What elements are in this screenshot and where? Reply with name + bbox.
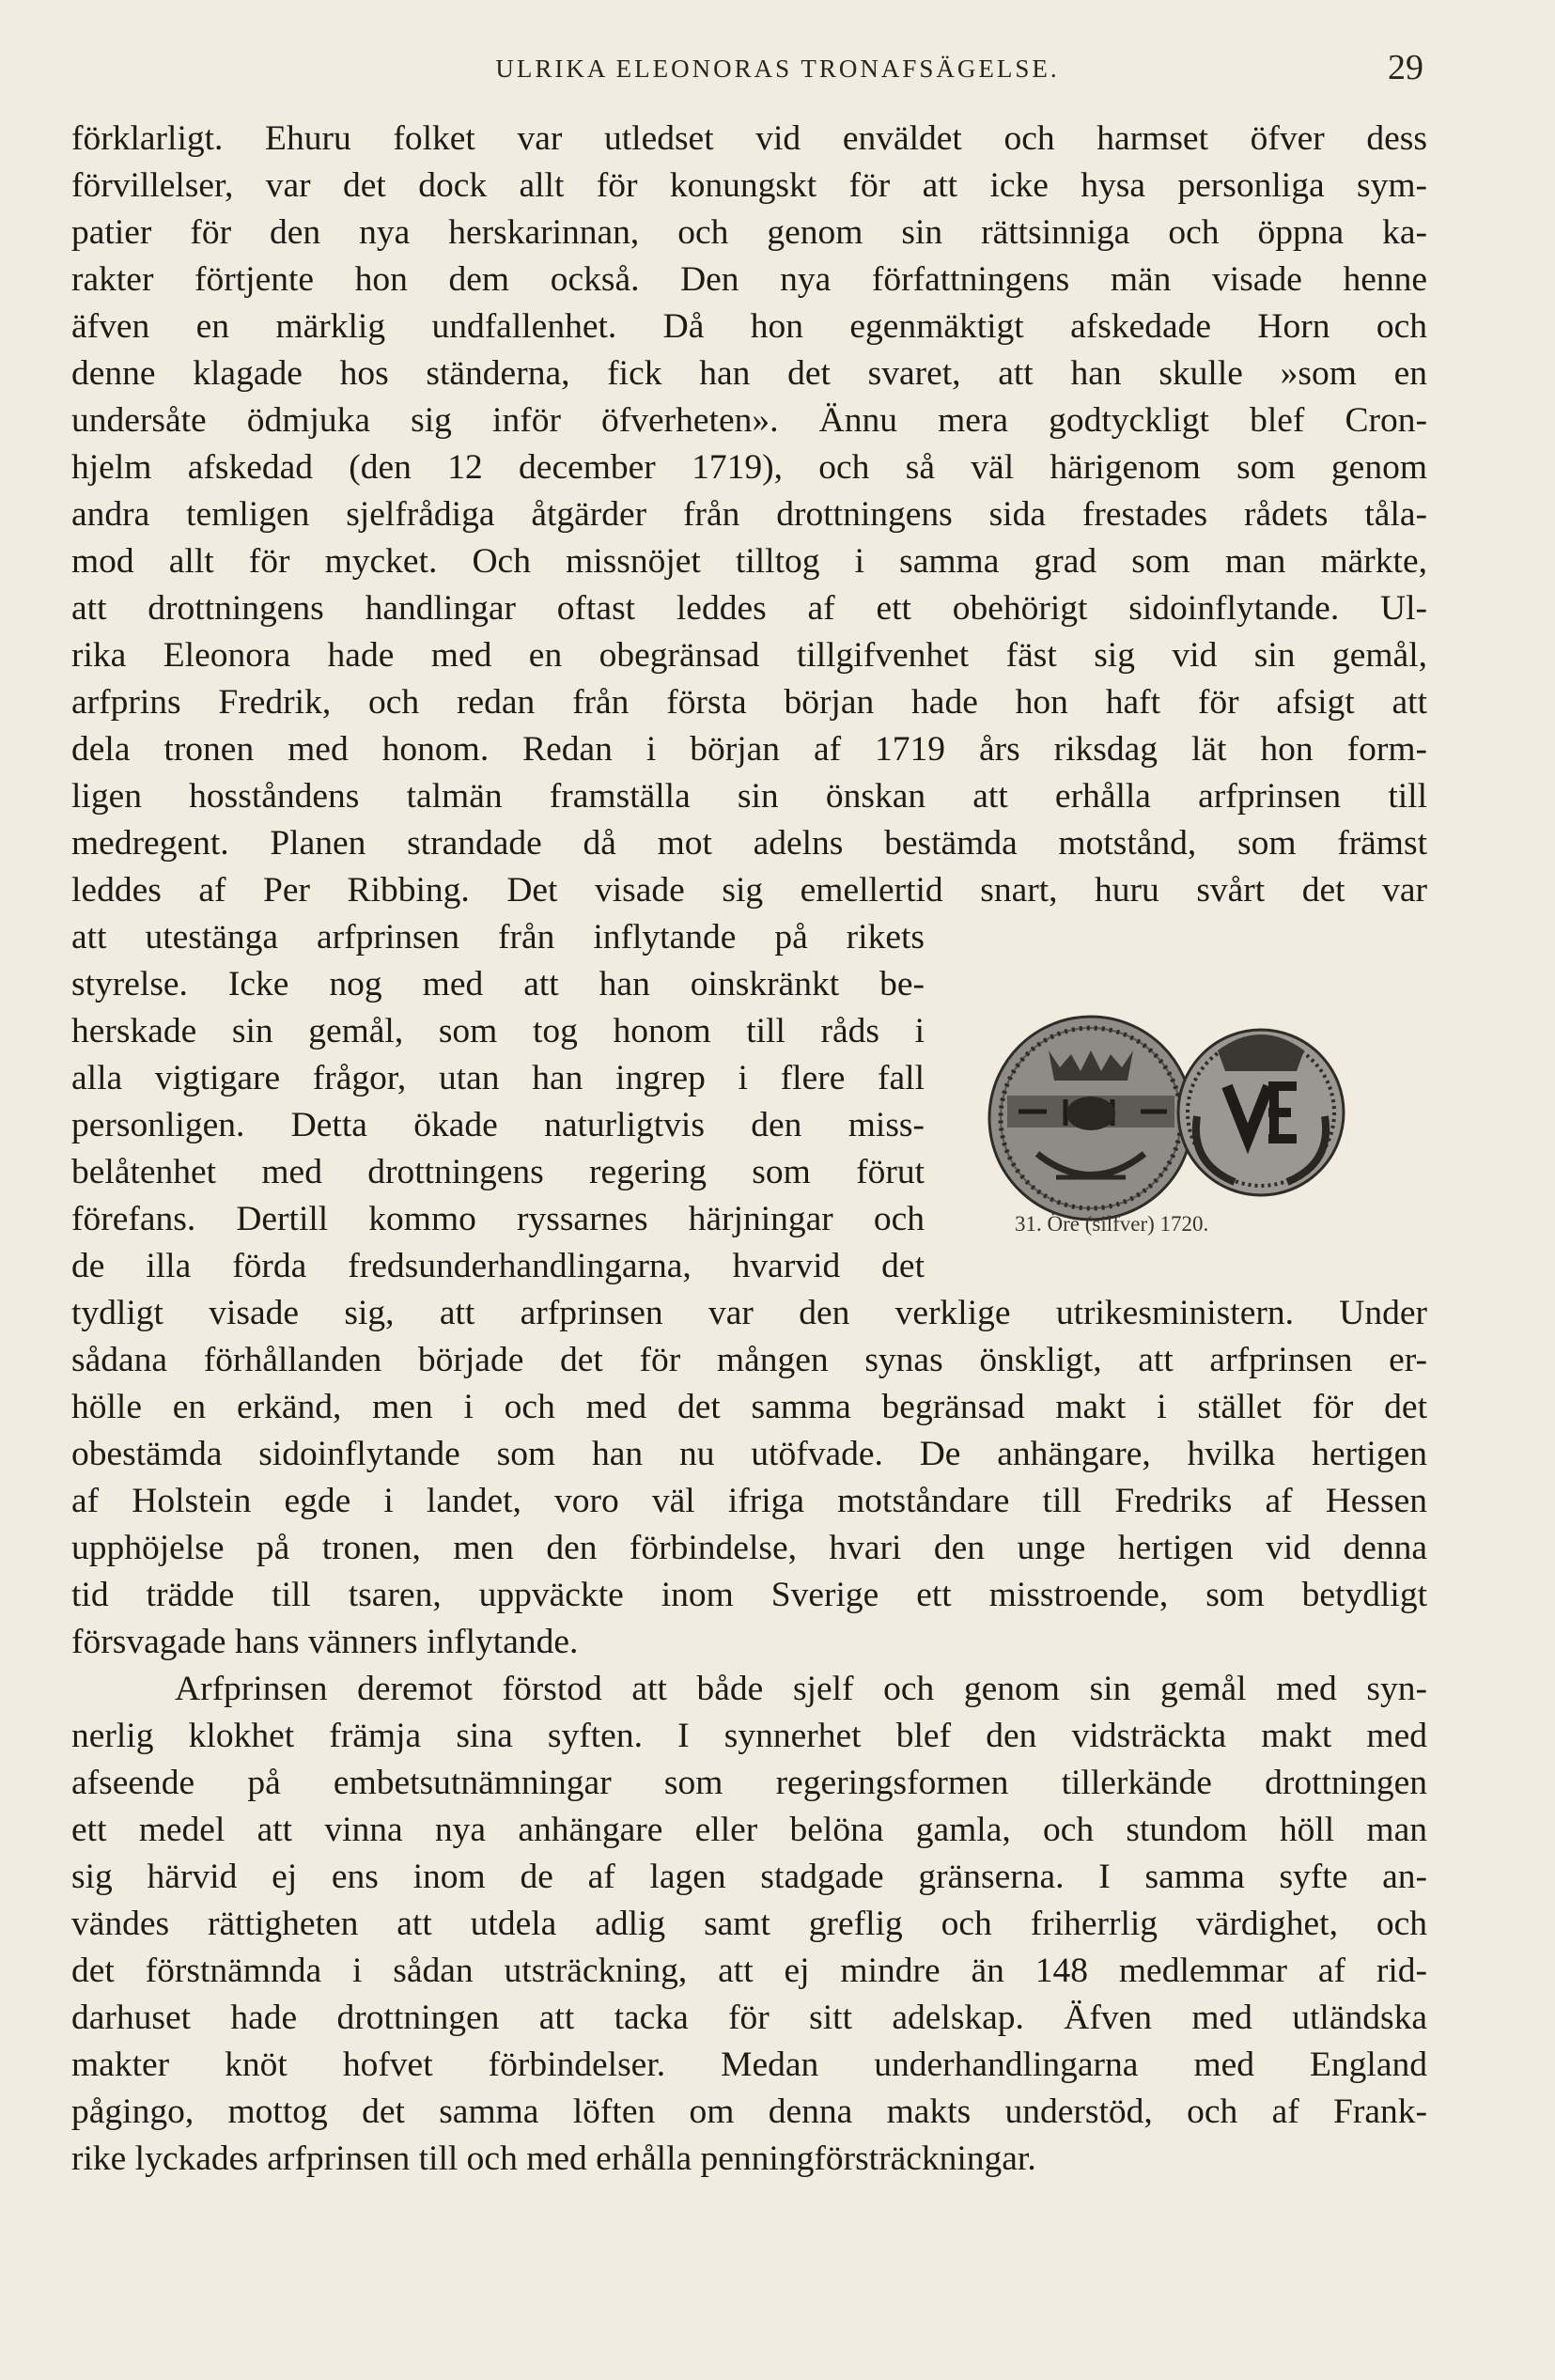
text-line: alla vigtigare frågor, utan han ingrep i flere fall (71, 1059, 925, 1097)
text-line: rike lyckades arfprinsen till och med erhålla penningförsträckningar. (71, 2139, 1036, 2178)
text-line: pågingo, mottog det samma löften om denna makts understöd, och af Frank- (71, 2092, 1427, 2131)
text-line: att drottningens handlingar oftast leddes af ett obehörigt sidoinflytande. Ul- (71, 589, 1427, 628)
text-line: tydligt visade sig, att arfprinsen var den verklige utrikesministern. Under (71, 1294, 1427, 1332)
running-header-title: ULRIKA ELEONORAS TRONAFSÄGELSE. (495, 54, 1060, 83)
text-line: andra temligen sjelfrådiga åtgärder från drottningens sida frestades rådets tåla- (71, 495, 1427, 534)
text-line: rika Eleonora hade med en obegränsad tillgifvenhet fäst sig vid sin gemål, (71, 636, 1427, 675)
text-line: tid trädde till tsaren, uppväckte inom Sverige ett misstroende, som betydligt (71, 1576, 1427, 1614)
paragraph-top (71, 116, 1427, 914)
text-line: makter knöt hofvet förbindelser. Medan underhandlingarna med England (71, 2046, 1427, 2084)
text-line: arfprins Fredrik, och redan från första början hade hon haft för afsigt att (71, 683, 1427, 722)
text-line: denne klagade hos ständerna, fick han det svaret, att han skulle »som en (71, 354, 1427, 393)
text-line: ligen hosståndens talmän framställa sin önskan att erhålla arfprinsen till (71, 777, 1427, 816)
page-number: 29 (1388, 48, 1423, 87)
text-line: belåtenhet med drottningens regering som förut (71, 1153, 925, 1191)
text-line: patier för den nya herskarinnan, och genom sin rättsinniga och öppna ka- (71, 213, 1427, 252)
text-line: styrelse. Icke nog med att han oinskränkt be- (71, 965, 925, 1003)
text-line: hjelm afskedad (den 12 december 1719), och så väl härigenom som genom (71, 448, 1427, 487)
paragraph-bottom (71, 1290, 1427, 2183)
text-line: darhuset hade drottningen att tacka för sitt adelskap. Äfven med utländska (71, 1999, 1427, 2037)
text-line: ett medel att vinna nya anhängare eller belöna gamla, och stundom höll man (71, 1811, 1427, 1849)
text-line: de illa förda fredsunderhandlingarna, hvarvid det (71, 1247, 925, 1285)
text-line: af Holstein egde i landet, voro väl ifriga motståndare till Fredriks af Hessen (71, 1482, 1427, 1520)
text-line: försvagade hans vänners inflytande. (71, 1623, 579, 1661)
text-line: undersåte ödmjuka sig inför öfverheten». Ännu mera godtyckligt blef Cron- (71, 401, 1427, 440)
text-line: upphöjelse på tronen, men den förbindelse, hvari den unge hertigen vid denna (71, 1529, 1427, 1567)
paragraph-beside-figure (71, 914, 925, 1290)
text-line: sådana förhållanden började det för mången synas önskligt, att arfprinsen er- (71, 1341, 1427, 1379)
text-line: hölle en erkänd, men i och med det samma begränsad makt i stället för det (71, 1388, 1427, 1426)
text-line: att utestänga arfprinsen från inflytande på rikets (71, 918, 925, 957)
text-line: rakter förtjente hon dem också. Den nya författningens män visade henne (71, 260, 1427, 299)
text-line: förklarligt. Ehuru folket var utledset vid enväldet och harmset öfver dess (71, 119, 1427, 158)
text-line: nerlig klokhet främja sina syften. I synnerhet blef den vidsträckta makt med (71, 1717, 1427, 1755)
text-line: dela tronen med honom. Redan i början af 1719 års riksdag lät hon form- (71, 730, 1427, 769)
text-line: det förstnämnda i sådan utsträckning, att ej mindre än 148 medlemmar af rid- (71, 1952, 1427, 1990)
text-line: personligen. Detta ökade naturligtvis den miss- (71, 1106, 925, 1144)
text-line: mod allt för mycket. Och missnöjet tilltog i samma grad som man märkte, (71, 542, 1427, 581)
text-line: sig härvid ej ens inom de af lagen stadgade gränserna. I samma syfte an- (71, 1858, 1427, 1896)
figure-caption: 31. Öre (silfver) 1720. (1015, 1212, 1209, 1236)
coin-obverse (989, 1017, 1192, 1220)
text-line: medregent. Planen strandade då mot adelns bestämda motstånd, som främst (71, 824, 1427, 863)
text-line: leddes af Per Ribbing. Det visade sig emellertid snart, huru svårt det var (71, 871, 1427, 910)
text-line: förefans. Dertill kommo ryssarnes härjningar och (71, 1200, 925, 1238)
text-line: obestämda sidoinflytande som han nu utöfvade. De anhängare, hvilka hertigen (71, 1435, 1427, 1473)
text-line: Arfprinsen deremot förstod att både sjelf och genom sin gemål med syn- (175, 1670, 1427, 1708)
text-line: afseende på embetsutnämningar som regeringsformen tillerkände drottningen (71, 1764, 1427, 1802)
text-line: äfven en märklig undfallenhet. Då hon egenmäktigt afskedade Horn och (71, 307, 1427, 346)
text-line: herskade sin gemål, som tog honom till råds i (71, 1012, 925, 1050)
text-line: vändes rättigheten att utdela adlig samt greflig och friherrlig värdighet, och (71, 1905, 1427, 1943)
text-line: förvillelser, var det dock allt för konungskt för att icke hysa personliga sym- (71, 166, 1427, 205)
coin-reverse (1178, 1030, 1344, 1195)
